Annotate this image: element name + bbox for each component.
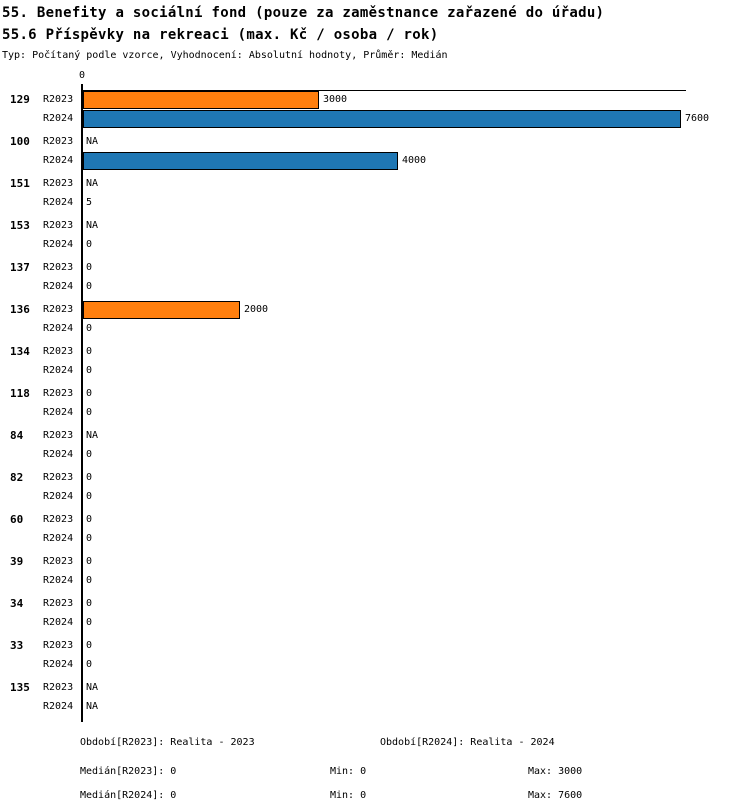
value-label-r2024-151: 5 [86, 197, 93, 208]
chart-meta-line: Typ: Počítaný podle vzorce, Vyhodnocení: Absolutní hodnoty, Průměr: Medián [2, 50, 448, 61]
value-label-r2024-60: 0 [86, 533, 93, 544]
series-label-r2023-39: R2023 [43, 556, 74, 567]
value-label-r2023-137: 0 [86, 262, 93, 273]
series-label-r2023-84: R2023 [43, 430, 74, 441]
chart-subtitle: 55.6 Příspěvky na rekreaci (max. Kč / osoba / rok) [2, 27, 439, 43]
value-label-r2024-39: 0 [86, 575, 93, 586]
value-label-r2024-33: 0 [86, 659, 93, 670]
series-label-r2023-129: R2023 [43, 94, 74, 105]
series-label-r2023-100: R2023 [43, 136, 74, 147]
category-label-39: 39 [10, 555, 24, 568]
category-label-153: 153 [10, 219, 30, 232]
category-label-82: 82 [10, 471, 24, 484]
bar-r2023-136 [83, 301, 240, 319]
x-axis-tick-zero: 0 [78, 70, 86, 81]
value-label-r2023-129: 3000 [323, 94, 348, 105]
value-label-r2023-134: 0 [86, 346, 93, 357]
series-label-r2023-134: R2023 [43, 346, 74, 357]
category-label-60: 60 [10, 513, 24, 526]
value-label-r2023-118: 0 [86, 388, 93, 399]
bar-r2023-129 [83, 91, 319, 109]
series-label-r2024-129: R2024 [43, 113, 74, 124]
value-label-r2023-84: NA [86, 430, 99, 441]
series-label-r2023-136: R2023 [43, 304, 74, 315]
footer-period-r2023: Období[R2023]: Realita - 2023 [80, 737, 255, 748]
value-label-r2024-134: 0 [86, 365, 93, 376]
category-label-118: 118 [10, 387, 30, 400]
value-label-r2024-84: 0 [86, 449, 93, 460]
value-label-r2024-136: 0 [86, 323, 93, 334]
series-label-r2024-135: R2024 [43, 701, 74, 712]
value-label-r2024-153: 0 [86, 239, 93, 250]
series-label-r2024-34: R2024 [43, 617, 74, 628]
chart-title: 55. Benefity a sociální fond (pouze za zaměstnance zařazené do úřadu) [2, 5, 605, 21]
series-label-r2023-151: R2023 [43, 178, 74, 189]
category-label-33: 33 [10, 639, 24, 652]
value-label-r2023-60: 0 [86, 514, 93, 525]
category-label-137: 137 [10, 261, 30, 274]
value-label-r2024-118: 0 [86, 407, 93, 418]
bar-r2024-129 [83, 110, 681, 128]
footer-min-r2024: Min: 0 [330, 790, 367, 801]
value-label-r2024-135: NA [86, 701, 99, 712]
category-label-134: 134 [10, 345, 30, 358]
category-label-100: 100 [10, 135, 30, 148]
value-label-r2024-137: 0 [86, 281, 93, 292]
series-label-r2024-118: R2024 [43, 407, 74, 418]
footer-min-r2023: Min: 0 [330, 766, 367, 777]
category-label-34: 34 [10, 597, 24, 610]
series-label-r2023-137: R2023 [43, 262, 74, 273]
category-label-84: 84 [10, 429, 24, 442]
category-label-136: 136 [10, 303, 30, 316]
series-label-r2023-60: R2023 [43, 514, 74, 525]
value-label-r2023-135: NA [86, 682, 99, 693]
footer-max-r2024: Max: 7600 [528, 790, 583, 801]
series-label-r2023-153: R2023 [43, 220, 74, 231]
value-label-r2023-151: NA [86, 178, 99, 189]
series-label-r2023-135: R2023 [43, 682, 74, 693]
value-label-r2024-34: 0 [86, 617, 93, 628]
series-label-r2023-118: R2023 [43, 388, 74, 399]
value-label-r2024-129: 7600 [685, 113, 710, 124]
series-label-r2024-151: R2024 [43, 197, 74, 208]
series-label-r2023-82: R2023 [43, 472, 74, 483]
value-label-r2023-39: 0 [86, 556, 93, 567]
series-label-r2023-33: R2023 [43, 640, 74, 651]
series-label-r2023-34: R2023 [43, 598, 74, 609]
footer-median-r2023: Medián[R2023]: 0 [80, 766, 177, 777]
value-label-r2023-33: 0 [86, 640, 93, 651]
series-label-r2024-100: R2024 [43, 155, 74, 166]
series-label-r2024-82: R2024 [43, 491, 74, 502]
value-label-r2023-153: NA [86, 220, 99, 231]
series-label-r2024-60: R2024 [43, 533, 74, 544]
category-label-129: 129 [10, 93, 30, 106]
series-label-r2024-33: R2024 [43, 659, 74, 670]
value-label-r2023-34: 0 [86, 598, 93, 609]
series-label-r2024-136: R2024 [43, 323, 74, 334]
value-label-r2023-82: 0 [86, 472, 93, 483]
value-label-r2023-136: 2000 [244, 304, 269, 315]
series-label-r2024-137: R2024 [43, 281, 74, 292]
footer-max-r2023: Max: 3000 [528, 766, 583, 777]
bar-r2024-100 [83, 152, 398, 170]
value-label-r2024-82: 0 [86, 491, 93, 502]
category-label-135: 135 [10, 681, 30, 694]
series-label-r2024-153: R2024 [43, 239, 74, 250]
series-label-r2024-134: R2024 [43, 365, 74, 376]
footer-median-r2024: Medián[R2024]: 0 [80, 790, 177, 801]
series-label-r2024-84: R2024 [43, 449, 74, 460]
value-label-r2023-100: NA [86, 136, 99, 147]
series-label-r2024-39: R2024 [43, 575, 74, 586]
category-label-151: 151 [10, 177, 30, 190]
footer-period-r2024: Období[R2024]: Realita - 2024 [380, 737, 555, 748]
value-label-r2024-100: 4000 [402, 155, 427, 166]
